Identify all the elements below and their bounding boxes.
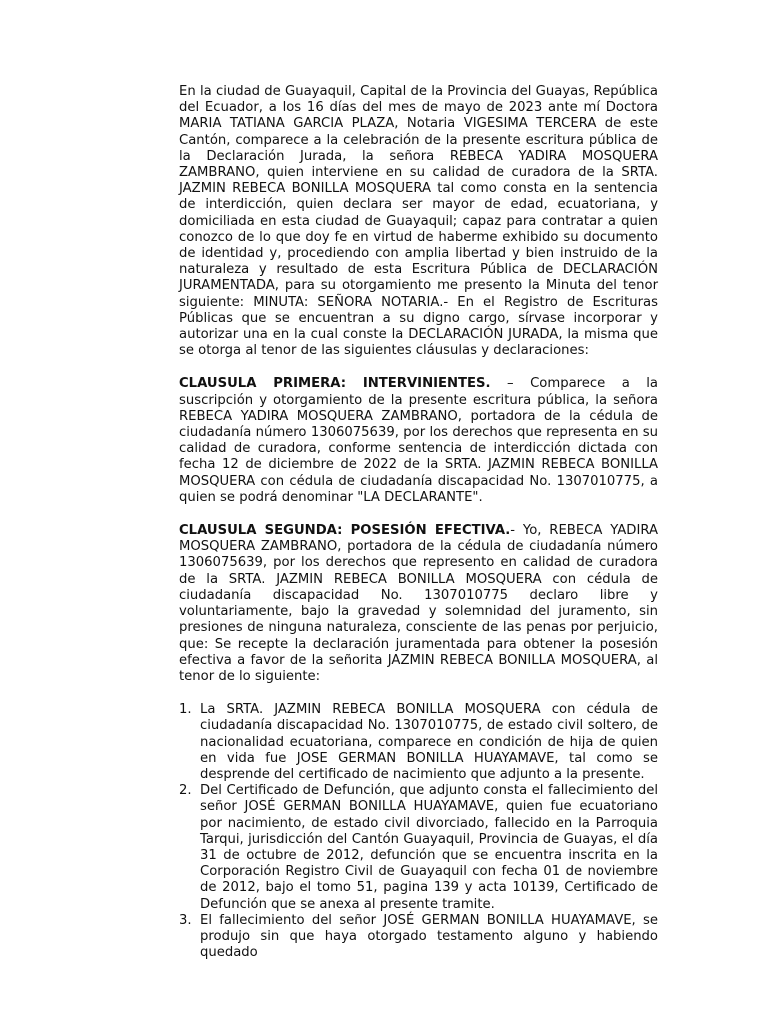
clause-second-paragraph <box>179 523 658 685</box>
clause-second-heading: CLAUSULA SEGUNDA: POSESIÓN EFECTIVA. <box>179 523 511 539</box>
list-item <box>179 702 658 783</box>
numbered-list <box>179 702 658 961</box>
list-item-text: La SRTA. JAZMIN REBECA BONILLA MOSQUERA con cédula de ciudadanía discapacidad No. 1307010775, de estado civil soltero, de nacionalidad ecuatoriana, comparece en condición de hija de quien en vida fue JOSE GERMAN BONILLA HUAYAMAVE, tal como se desprende del certificado de nacimiento que adjunto a la presente. <box>200 702 658 782</box>
list-item-text: Del Certificado de Defunción, que adjunto consta el fallecimiento del señor JOSÉ GERMAN BONILLA HUAYAMAVE, quien fue ecuatoriano por nacimiento, de estado civil divorciado, fallecido en la Parroquia Tarqui, jurisdicción del Cantón Guayaquil, Provincia de Guayas, el día 31 de octubre de 2012, defunción que se encuentra inscrita en la Corporación Registro Civil de Guayaquil con fecha 01 de noviembre de 2012, bajo el tomo 51, pagina 139 y acta 10139, Certificado de Defunción que se anexa al presente tramite. <box>200 783 658 912</box>
clause-first-heading: CLAUSULA PRIMERA: INTERVINIENTES. <box>179 376 491 392</box>
list-item <box>179 783 658 913</box>
clause-first-body: – Comparece a la suscripción y otorgamiento de la presente escritura pública, la señora REBECA YADIRA MOSQUERA ZAMBRANO, portadora de la cédula de ciudadanía número 1306075639, por los derechos que representa en su calidad de curadora, conforme sentencia de interdicción dictada con fecha 12 de diciembre de 2022 de la SRTA. JAZMIN REBECA BONILLA MOSQUERA con cédula de ciudadanía discapacidad No. 1307010775, a quien se podrá denominar "LA DECLARANTE". <box>179 376 659 505</box>
list-item-number: 3. <box>179 912 192 928</box>
list-item-number: 2. <box>179 783 192 799</box>
intro-paragraph: En la ciudad de Guayaquil, Capital de la Provincia del Guayas, República del Ecuador, a los 16 días del mes de mayo de 2023 ante mí Doctora MARIA TATIANA GARCIA PLAZA, Notaria VIGESIMA TERCERA de este Cantón, comparece a la celebración de la presente escritura pública de la Declaración Jurada, la señora REBECA YADIRA MOSQUERA ZAMBRANO, quien interviene en su calidad de curadora de la SRTA. JAZMIN REBECA BONILLA MOSQUERA tal como consta en la sentencia de interdicción, quien declara ser mayor de edad, ecuatoriana, y domiciliada en esta ciudad de Guayaquil; capaz para contratar a quien conozco de lo que doy fe en virtud de haberme exhibido su documento de identidad y, procediendo con amplia libertad y bien instruido de la naturaleza y resultado de esta Escritura Pública de DECLARACIÓN JURAMENTADA, para su otorgamiento me presento la Minuta del tenor siguiente: MINUTA: SEÑORA NOTARIA.- En el Registro de Escrituras Públicas que se encuentran a su digno cargo, sírvase incorporar y autorizar una en la cual conste la DECLARACIÓN JURADA, la misma que se otorga al tenor de las siguientes cláusulas y declaraciones: <box>179 84 658 359</box>
clause-second-body: - Yo, REBECA YADIRA MOSQUERA ZAMBRANO, portadora de la cédula de ciudadanía número 1306075639, por los derechos que represento en calidad de curadora de la SRTA. JAZMIN REBECA BONILLA MOSQUERA con cédula de ciudadanía discapacidad No. 1307010775 declaro libre y voluntariamente, bajo la gravedad y solemnidad del juramento, sin presiones de ninguna naturaleza, consciente de las penas por perjuicio, que: Se recepte la declaración juramentada para obtener la posesión efectiva a favor de la señorita JAZMIN REBECA BONILLA MOSQUERA, al tenor de lo siguiente: <box>179 523 658 684</box>
list-item <box>179 913 658 962</box>
list-item-text: El fallecimiento del señor JOSÉ GERMAN BONILLA HUAYAMAVE, se produjo sin que haya otorgado testamento alguno y habiendo quedado <box>200 912 658 961</box>
clause-first-paragraph <box>179 376 658 506</box>
list-item-number: 1. <box>179 702 192 718</box>
